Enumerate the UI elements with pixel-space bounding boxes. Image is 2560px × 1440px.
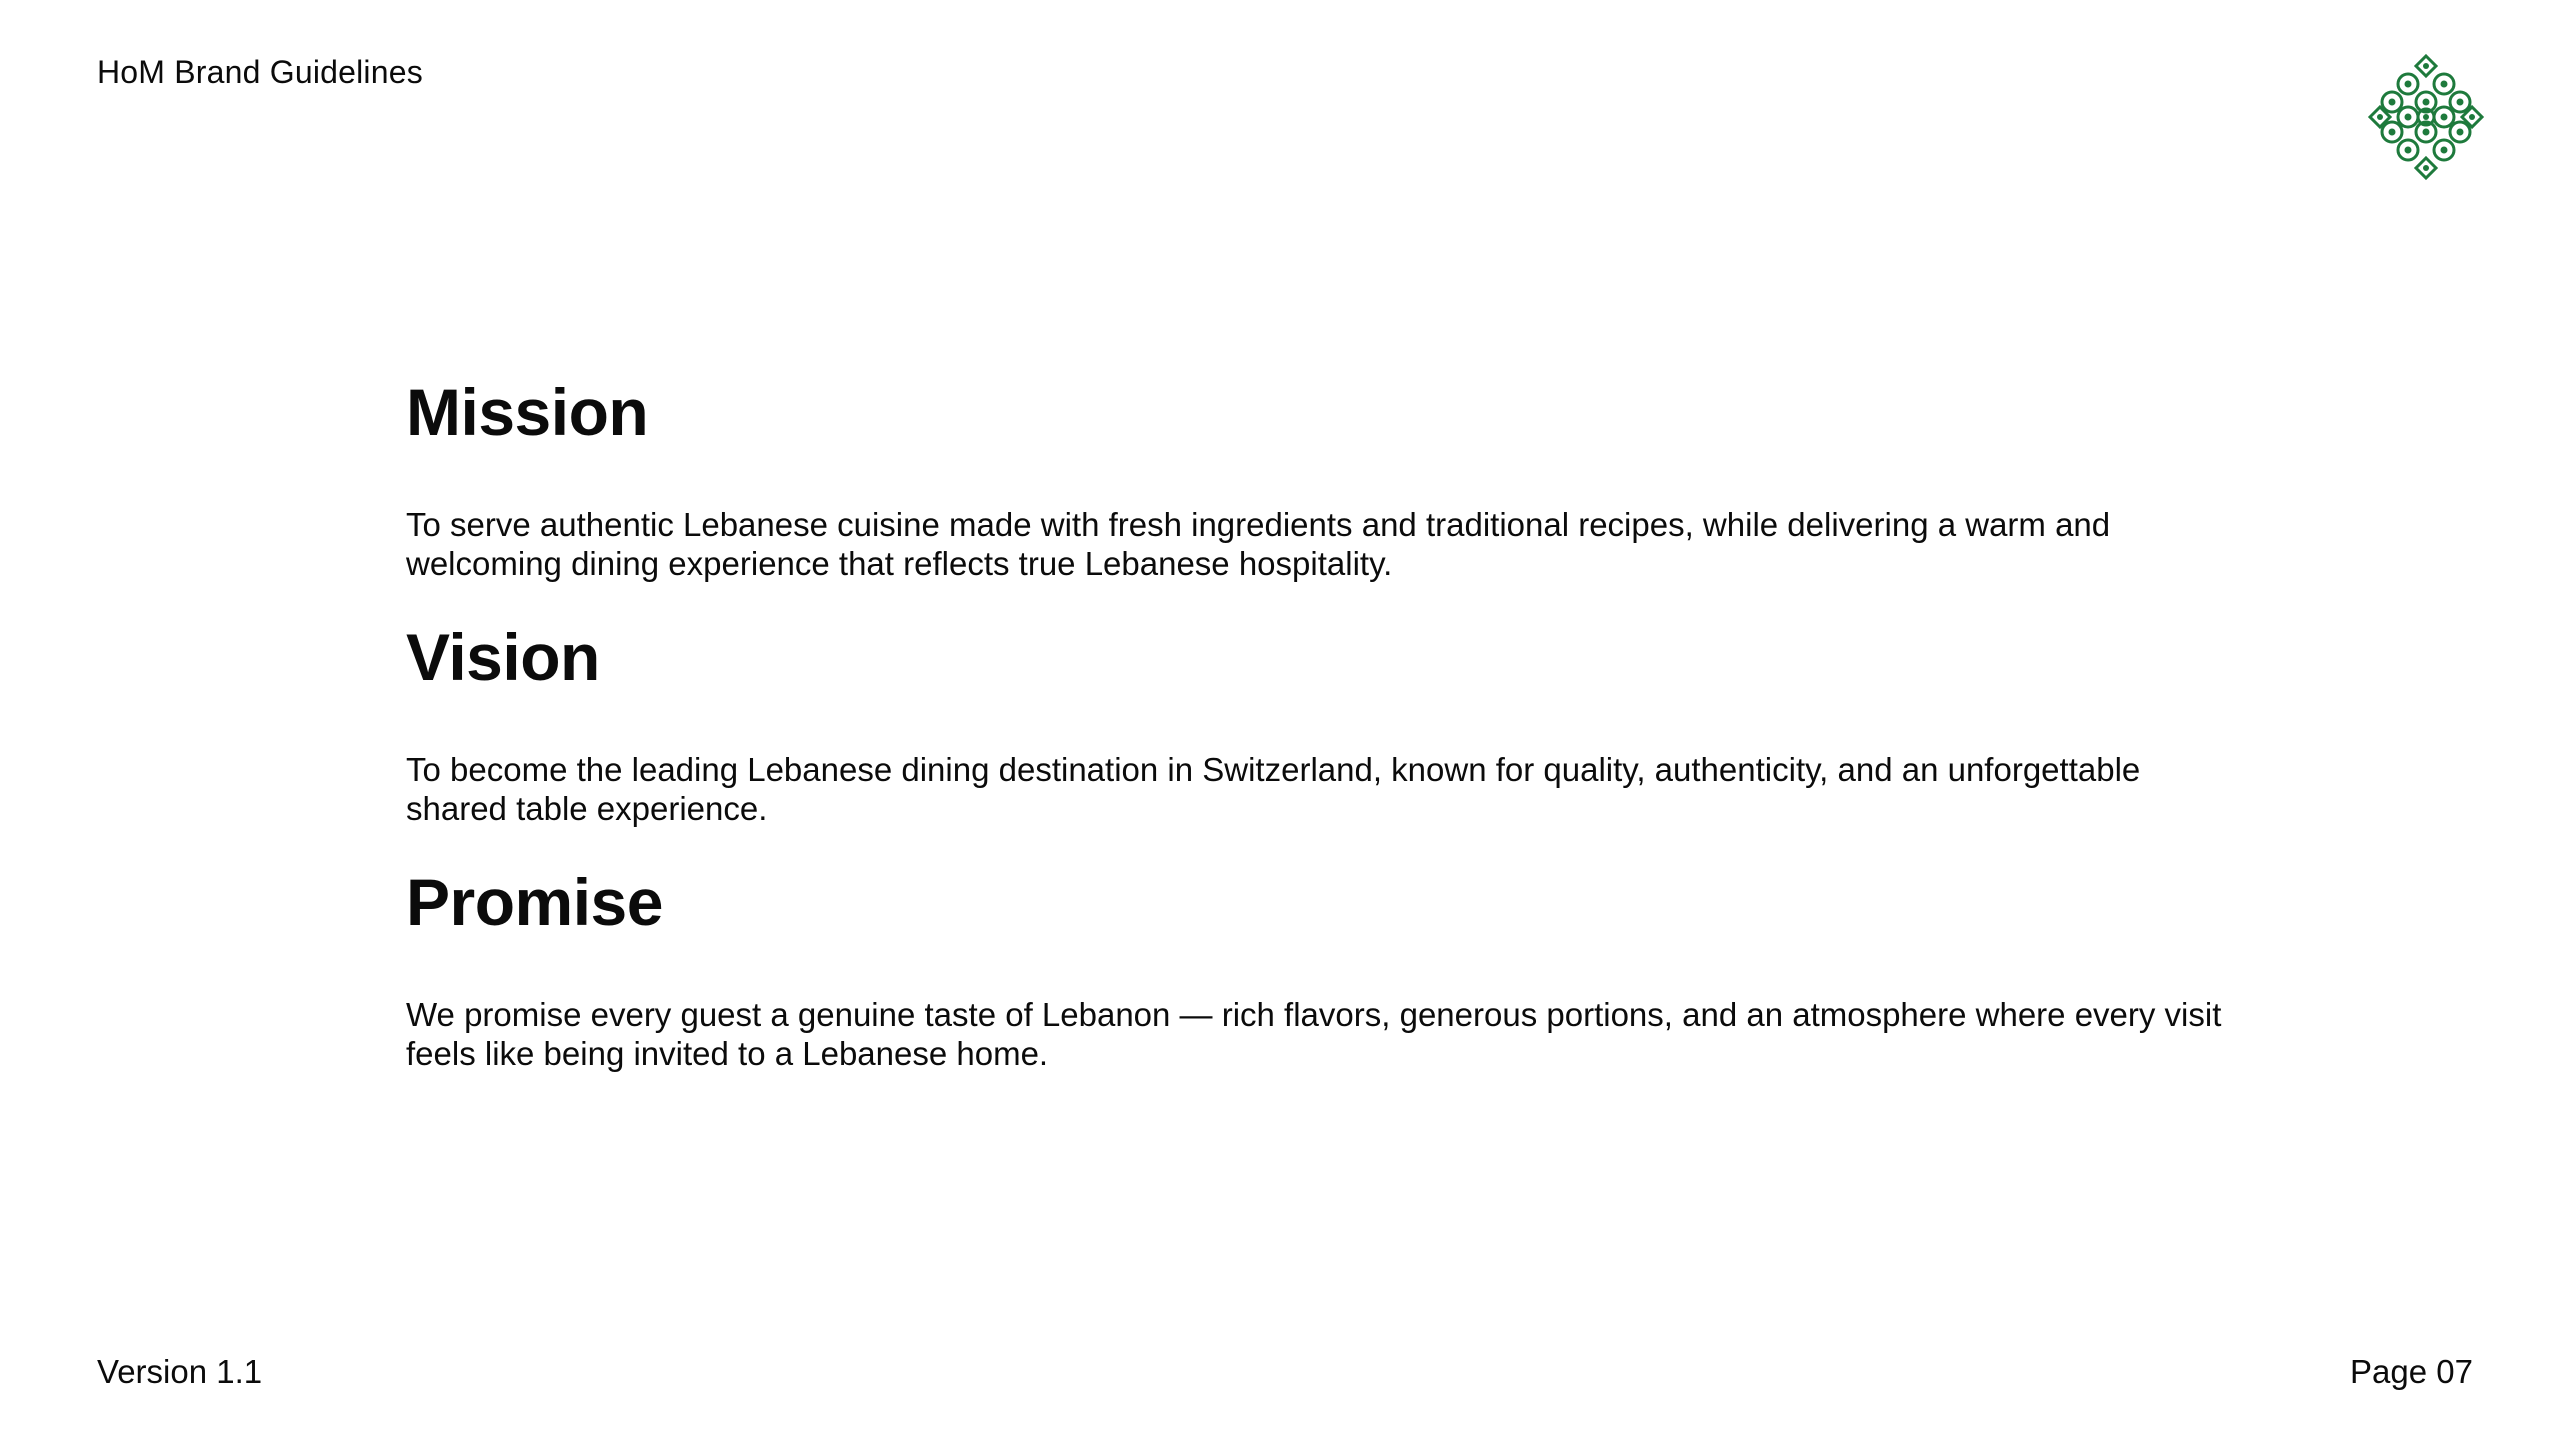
promise-heading: Promise bbox=[406, 865, 663, 939]
version-label: Version 1.1 bbox=[97, 1353, 263, 1390]
mission-heading: Mission bbox=[406, 375, 649, 449]
vision-section bbox=[406, 613, 2266, 828]
document-title: HoM Brand Guidelines bbox=[97, 54, 423, 90]
promise-text: We promise every guest a genuine taste of Lebanon — rich flavors, generous portions, and an atmosphere where every visit feels like being invited to a Lebanese home. bbox=[406, 996, 2222, 1072]
vision-heading: Vision bbox=[406, 620, 600, 694]
promise-section bbox=[406, 858, 2266, 1073]
page-number: Page 07 bbox=[2350, 1353, 2473, 1390]
mission-text: To serve authentic Lebanese cuisine made with fresh ingredients and traditional recipes, while delivering a warm and welcoming dining experience that reflects true Lebanese hospitality. bbox=[406, 506, 2111, 582]
mission-section bbox=[406, 368, 2266, 583]
main-content bbox=[406, 368, 2266, 1103]
vision-text: To become the leading Lebanese dining destination in Switzerland, known for quality, authenticity, and an unforgettable shared table experience. bbox=[406, 751, 2141, 827]
lebanese-ornament-logo-icon bbox=[2366, 52, 2486, 182]
